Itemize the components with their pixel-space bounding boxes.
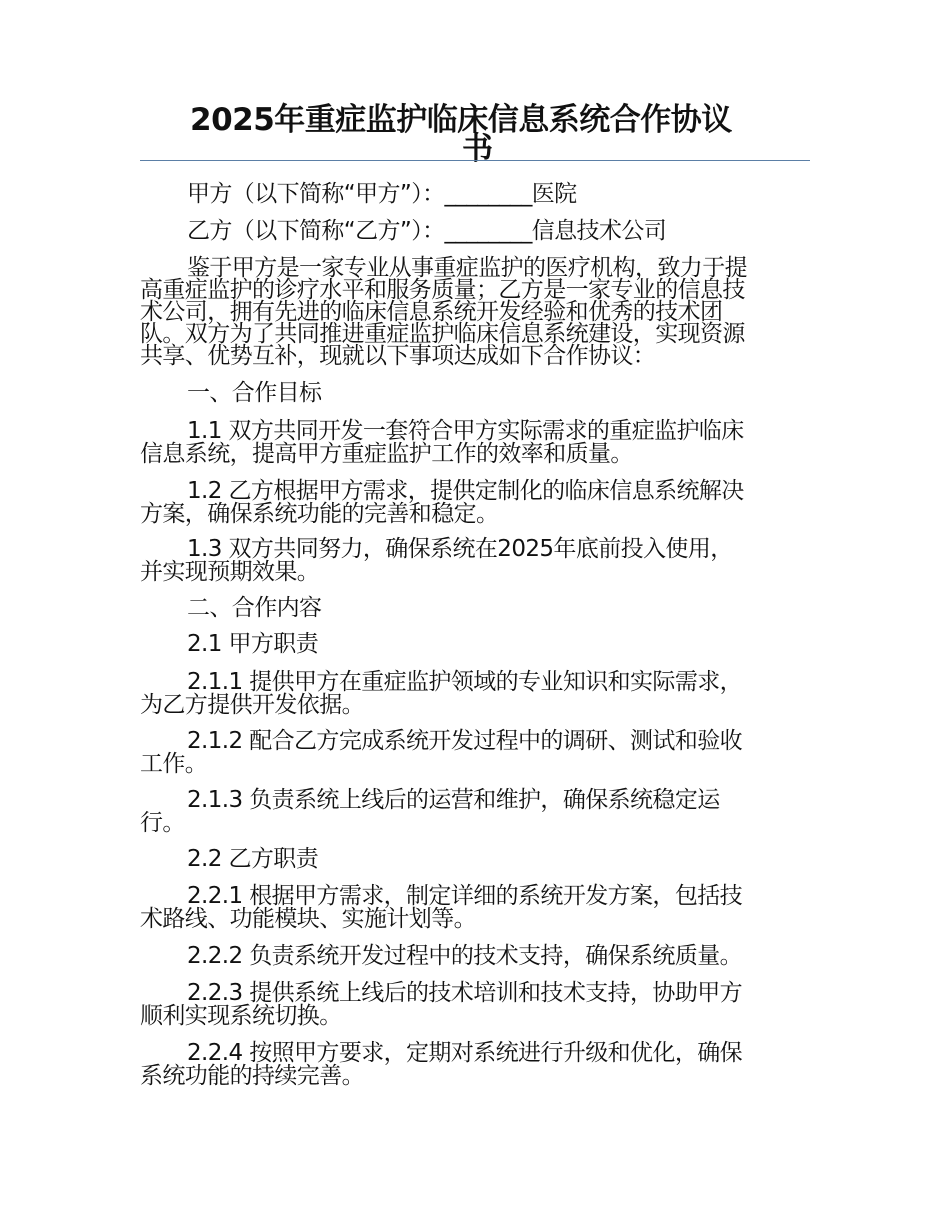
clause-1-1: 1.1 双方共同开发一套符合甲方实际需求的重症监护临床 信息系统，提高甲方重症监护工作的效率和质量。 xyxy=(140,418,744,467)
document-title: 2025年重症监护临床信息系统合作协议 xyxy=(190,102,732,138)
section-2-heading: 二、合作内容 xyxy=(187,595,322,621)
clause-1-3: 1.3 双方共同努力，确保系统在2025年底前投入使用， 并实现预期效果。 xyxy=(140,536,733,585)
clause-2-2-2: 2.2.2 负责系统开发过程中的技术支持，确保系统质量。 xyxy=(187,943,743,969)
subsection-2-1-heading: 2.1 甲方职责 xyxy=(187,631,319,657)
clause-2-2-3: 2.2.3 提供系统上线后的技术培训和技术支持，协助甲方 顺利实现系统切换。 xyxy=(140,980,743,1029)
subsection-2-2-heading: 2.2 乙方职责 xyxy=(187,846,319,872)
clause-2-1-2: 2.1.2 配合乙方完成系统开发过程中的调研、测试和验收 工作。 xyxy=(140,728,743,777)
clause-2-2-1: 2.2.1 根据甲方需求，制定详细的系统开发方案，包括技 术路线、功能模块、实施计划等。 xyxy=(140,883,743,932)
clause-2-1-3: 2.1.3 负责系统上线后的运营和维护，确保系统稳定运 行。 xyxy=(140,787,720,836)
section-1-heading: 一、合作目标 xyxy=(187,380,322,406)
party-a-line: 甲方（以下简称“甲方”）：________医院 xyxy=(187,181,577,207)
clause-2-2-4: 2.2.4 按照甲方要求，定期对系统进行升级和优化，确保 系统功能的持续完善。 xyxy=(140,1040,743,1089)
party-b-line: 乙方（以下简称“乙方”）：________信息技术公司 xyxy=(187,218,667,244)
clause-1-2: 1.2 乙方根据甲方需求，提供定制化的临床信息系统解决 方案，确保系统功能的完善和稳定。 xyxy=(140,478,744,527)
title-underline xyxy=(140,160,810,161)
document-title-wrap: 书 xyxy=(462,131,493,167)
intro-paragraph: 鉴于甲方是一家专业从事重症监护的医疗机构，致力于提 高重症监护的诊疗水平和服务质量；乙方是一家专业的信息技 术公司，拥有先进的临床信息系统开发经验和优秀的技术团 队。双方为了共同推进重症监护临床信息系统建设，实现资源 共享、优势互补，现就以下事项达成如下合作协议： xyxy=(140,255,748,369)
clause-2-1-1: 2.1.1 提供甲方在重症监护领域的专业知识和实际需求， 为乙方提供开发依据。 xyxy=(140,669,743,718)
